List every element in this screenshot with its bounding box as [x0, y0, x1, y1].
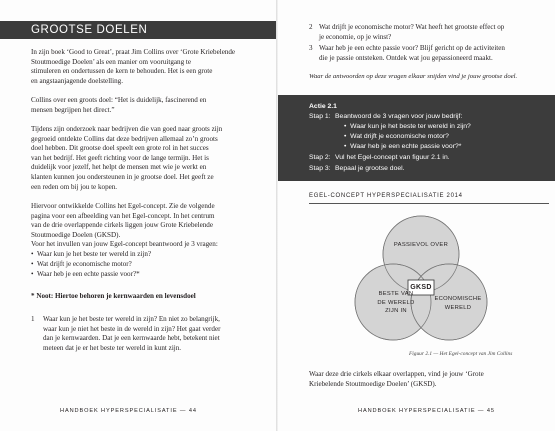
- figure-title: EGEL-CONCEPT HYPERSPECIALISATIE 2014: [309, 193, 463, 199]
- venn-label-center: GKSD: [410, 284, 432, 291]
- paragraph-quote: Collins over een groots doel: “Het is duidelijk, fascinerend en mensen begrijpen het direct.”: [31, 96, 207, 114]
- action-bullet: • Waar kun je het beste ter wereld in zijn?: [344, 123, 471, 130]
- venn-label-economic: ECONOMISCHE WERELD: [434, 296, 482, 311]
- step-2-text: Vul het Egel-concept van figuur 2.1 in.: [335, 154, 450, 161]
- item-number: 1: [31, 315, 35, 323]
- question-bullet: • Wat drijft je economische motor?: [31, 260, 132, 268]
- item-text: Wat drijft je economische motor? Wat heeft het grootste effect op je economie, op je winst?: [319, 23, 505, 41]
- action-bullet: • Wat drijft je economische motor?: [344, 133, 449, 140]
- item-text: Waar heb je een echte passie voor? Blijf gericht op de activiteiten die je passie ontsteken. Ontdek wat jou gepassioneerd maakt.: [319, 44, 505, 62]
- paragraph-three-questions: Voor het invullen van jouw Egel-concept beantwoord je 3 vragen:: [31, 240, 218, 248]
- footnote: * Noot: Hiertoe behoren je kernwaarden en levensdoel: [31, 292, 196, 300]
- venn-label-best: BESTE VAN DE WERELD ZIJN IN: [377, 291, 415, 314]
- page-footer-left: HANDBOEK HYPERSPECIALISATIE — 44: [60, 408, 197, 414]
- action-bullet: • Waar heb je een echte passie voor?*: [344, 143, 462, 150]
- item-number: 3: [309, 44, 313, 52]
- left-page: [0, 0, 277, 431]
- step-1-label: Stap 1:: [309, 113, 331, 120]
- page-footer-right: HANDBOEK HYPERSPECIALISATIE — 45: [358, 408, 495, 414]
- paragraph-research: Tijdens zijn onderzoek naar bedrijven die van goed naar groots zijn gegroeid ontdekte Collins dat deze bedrijven allemaal zo’n groots doel hebben. Dit grootse doel speelt een grote rol in het succes van het bedrijf. Het geeft richting voor de lange termijn. Het is duidelijk voor jezelf, het helpt de mensen met wie je werkt en klanten kunnen jou ondersteunen in je grootse doel. Het geeft ze een reden om bij jou te kopen.: [31, 125, 223, 191]
- section-heading: GROOTSE DOELEN: [31, 24, 148, 36]
- step-2-label: Stap 2:: [309, 154, 331, 161]
- closing-paragraph: Waar deze drie cirkels elkaar overlappen, vind je jouw ‘Grote Kriebelende Stoutmoedige Doelen’ (GKSD).: [309, 370, 484, 388]
- figure-caption: Figuur 2.1 — Het Egel-concept van Jim Collins: [409, 351, 513, 357]
- paragraph-intro: In zijn boek ‘Good to Great’, praat Jim Collins over ‘Grote Kriebelende Stoutmoedige Doelen’ als een manier om vooruitgang te stimuleren en ondertussen de kern te behouden. Het is een grote en angstaanjagende doelstelling.: [31, 48, 236, 85]
- item-text: Waar kun je het beste ter wereld in zijn? En niet zo belangrijk, waar kun je niet het beste in de wereld in zijn? Het gaat verder dan je kernwaarden. Dat je een kernwaarde hebt, betekent niet meteen dat je er het beste ter wereld in kunt zijn.: [43, 315, 221, 352]
- right-page: [278, 0, 555, 431]
- venn-diagram: [334, 206, 514, 351]
- step-3-label: Stap 3:: [309, 165, 331, 172]
- venn-label-passion: PASSIEVOL OVER: [393, 242, 449, 248]
- action-box: [278, 95, 555, 181]
- step-3-text: Bepaal je grootse doel.: [335, 165, 405, 172]
- question-bullet: • Waar kun je het beste ter wereld in zijn?: [31, 250, 152, 258]
- item-number: 2: [309, 23, 313, 31]
- section-heading-bar: [0, 21, 277, 39]
- italic-note: Waar de antwoorden op deze vragen elkaar snijden vind je jouw grootse doel.: [309, 73, 518, 80]
- figure-divider: [309, 203, 549, 204]
- action-title: Actie 2.1: [309, 103, 337, 110]
- question-bullet: • Waar heb je een echte passie voor?*: [31, 270, 140, 278]
- paragraph-egel-concept: Hiervoor ontwikkelde Collins het Egel-concept. Zie de volgende pagina voor een afbeelding van het Egel-concept. In het centrum van de drie overlappende cirkels liggen jouw Grote Kriebelende Stoutmoedige Doelen (GKSD).: [31, 202, 215, 239]
- step-1-text: Beantwoord de 3 vragen voor jouw bedrijf:: [335, 113, 463, 120]
